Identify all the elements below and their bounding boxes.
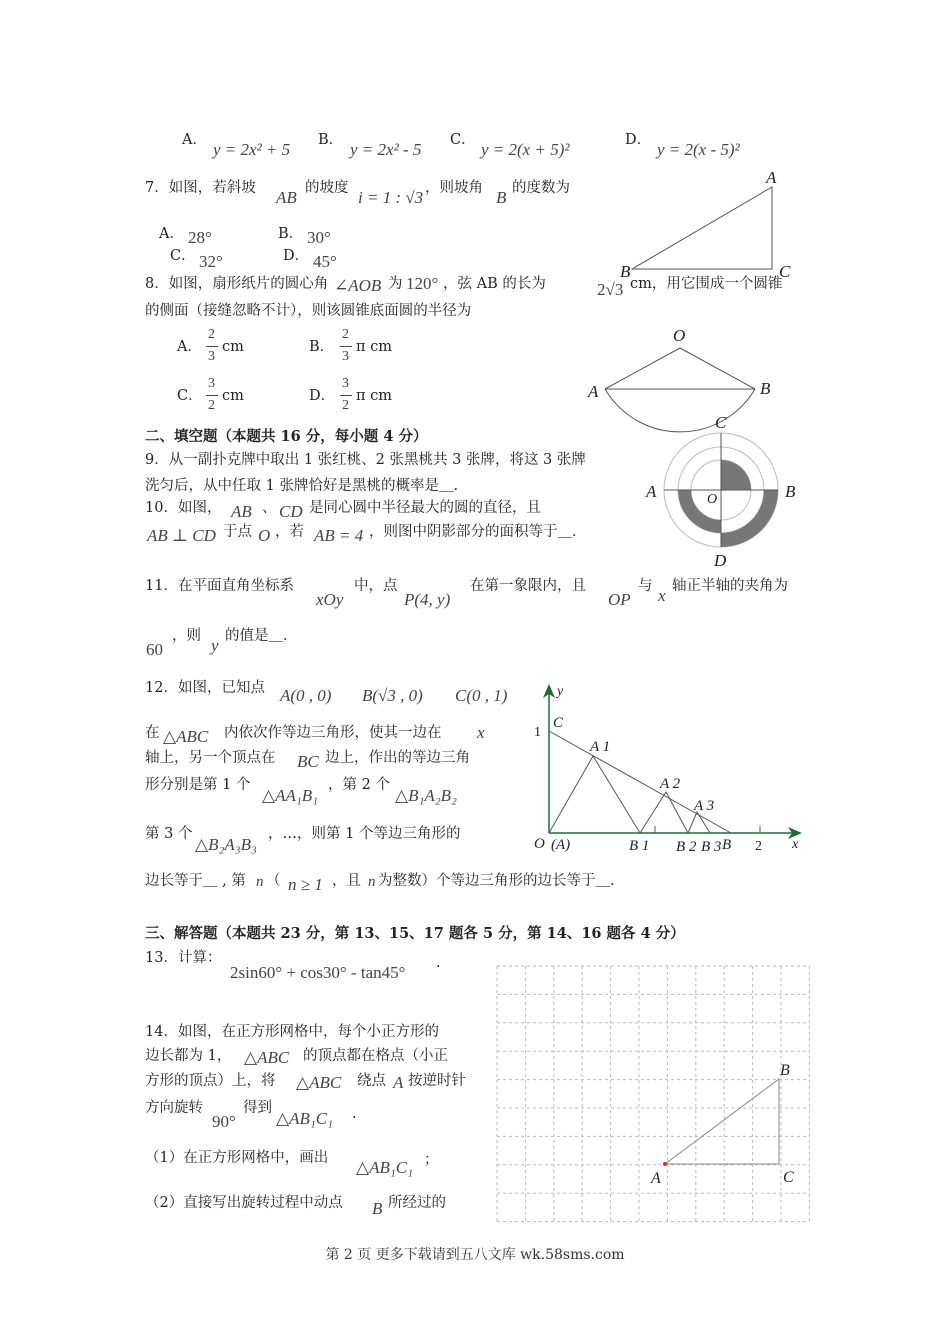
q6-option-b-label: B． (318, 132, 344, 148)
q9-line-1: 9．从一副扑克牌中取出 1 张红桃、2 张黑桃共 3 张牌，将这 3 张牌 (145, 452, 586, 468)
q14-tri-2: △ABC (296, 1073, 342, 1092)
q14-part-1-a: （1）在正方形网格中，画出 (145, 1150, 329, 1166)
q7-text-2: 的坡度 (305, 180, 349, 196)
q7-option-a-label: A． (159, 226, 184, 242)
q10-text-3: 于点 (223, 524, 252, 540)
q12-x: x (477, 723, 485, 742)
q8-option-c-den: 2 (208, 398, 215, 413)
q10-cd: CD (279, 502, 303, 521)
q11-text-1: 11．在平面直角坐标系 (145, 578, 294, 594)
q10-fig-label-a: A (646, 482, 657, 501)
q10-fig-label-o: O (707, 492, 718, 507)
q12-line-6-a: 边长等于＿ , 第 (145, 873, 246, 889)
q10-sep: 、 (262, 500, 277, 516)
q8-option-c-num: 3 (208, 376, 215, 391)
q12-line-3-a: 轴上，另一个顶点在 (145, 750, 276, 766)
q12-fig-label-2: 2 (755, 839, 762, 854)
q14-line-3-b: 绕点 (357, 1073, 386, 1089)
q10-ab: AB (231, 502, 252, 521)
q7-option-c-label: C． (170, 248, 196, 264)
q7-option-d-label: D． (283, 248, 310, 264)
q11-text-4: 与 (638, 578, 653, 594)
q8-line-2: 的侧面（接缝忽略不计），则该圆锥底面圆的半径为 (145, 303, 472, 319)
q7-fig-label-c: C (779, 262, 791, 281)
page-footer: 第 2 页 更多下载请到五八文库 wk.58sms.com (325, 1247, 625, 1263)
q12-line-2-a: 在 (145, 725, 160, 741)
section-2-heading: 二、填空题（本题共 16 分，每小题 4 分） (145, 428, 428, 445)
q12-fig-label-b: B (722, 837, 732, 853)
q8-option-b-label: B． (309, 339, 335, 355)
q13-end: . (436, 955, 441, 971)
q8-option-a-num: 2 (208, 327, 215, 342)
q8-option-d-label: D． (309, 388, 336, 404)
q11-text-7: 的值是＿． (225, 628, 298, 644)
q12-cond: n ≥ 1 (288, 875, 323, 894)
q8-fig-label-o: O (673, 326, 686, 345)
q8-fig-label-a: A (588, 382, 599, 401)
q8-text-4: cm，用它围成一个圆锥 (630, 276, 783, 292)
q10-perp: AB ⊥ CD (147, 526, 216, 545)
q6-option-a-expr: y = 2x² + 5 (213, 140, 291, 159)
q12-tri-2: △B₁A₂B₂ (395, 786, 457, 805)
q12-fig-label-1: 1 (534, 725, 541, 740)
q12-line-3-b: 边上，作出的等边三角 (325, 750, 470, 766)
q12-fig-label-a: (A) (551, 837, 571, 853)
q7-option-a: 28° (188, 228, 212, 247)
q14-tri: △ABC (244, 1048, 290, 1067)
q14-line-4-b: 得到 (243, 1100, 272, 1116)
q12-n: n (256, 874, 264, 890)
q12-fig-label-y: y (557, 684, 564, 699)
q10-fig-label-c: C (715, 413, 727, 432)
q6-option-d-expr: y = 2(x - 5)² (657, 140, 740, 159)
q14-line-2-b: 的顶点都在格点（小正 (303, 1048, 448, 1064)
q14-line-4-c: . (352, 1106, 357, 1122)
q14-line-4-a: 方向旋转 (145, 1100, 203, 1116)
q12-text-1: 12．如图，已知点 (145, 680, 265, 696)
q6-option-d-label: D． (625, 132, 652, 148)
q14-line-1: 14．如图，在正方形网格中，每个小正方形的 (145, 1024, 439, 1040)
q6-option-b-expr: y = 2x² - 5 (350, 140, 422, 159)
q12-fig-label-x: x (792, 837, 799, 852)
q7-slope: i = 1 : √3 (358, 188, 424, 207)
q14-deg: 90° (212, 1112, 236, 1131)
q11-xoy: xOy (316, 590, 344, 609)
q12-line-6-c: ，且 (332, 873, 361, 889)
q12-fig-label-b1: B 1 (629, 838, 650, 854)
q12-fig-label-c: C (553, 715, 564, 731)
q8-len: 2√3 (597, 280, 624, 299)
q10-text-1: 10．如图， (145, 500, 222, 516)
q11-text-2: 中，点 (354, 578, 398, 594)
q10-text-2: 是同心圆中半径最大的圆的直径，且 (309, 500, 541, 516)
q8-deg: 120° (406, 274, 439, 293)
q12-tri-abc: △ABC (163, 727, 209, 746)
q14-part-2-c: 所经过的 (388, 1195, 446, 1211)
q7-option-c: 32° (199, 252, 223, 271)
q11-x: x (658, 586, 666, 605)
q6-option-c-expr: y = 2(x + 5)² (481, 140, 570, 159)
q11-text-3: 在第一象限内，且 (470, 578, 586, 594)
q12-fig-label-b2: B 2 (676, 839, 697, 855)
q8-fig-label-b: B (760, 379, 771, 398)
q12-fig-label-a1: A 1 (590, 739, 611, 755)
q12-line-4-b: ，第 2 个 (328, 777, 390, 793)
q8-option-a-den: 3 (208, 349, 215, 364)
q8-option-c-unit: cm (222, 388, 244, 404)
q12-fig-label-b3: B 3 (701, 839, 722, 855)
q6-option-c-label: C． (450, 132, 476, 148)
q11-p: P(4, y) (404, 590, 451, 609)
q7-text-3: ，则坡角 (425, 180, 483, 196)
q7-option-b-label: B． (278, 226, 304, 242)
q12-point-b: B(√3 , 0) (362, 686, 423, 705)
q8-option-d-num: 3 (342, 376, 349, 391)
q14-line-2-a: 边长都为 1， (145, 1048, 232, 1064)
q14-triangle-abc (665, 1079, 779, 1164)
q14-point-a: A (393, 1073, 404, 1092)
q7-fig-label-a: A (766, 168, 777, 187)
q12-tri-1: △AA₁B₁ (262, 786, 319, 805)
q7-text-1: 7．如图，若斜坡 (145, 180, 256, 196)
section-3-heading: 三、解答题（本题共 23 分，第 13、15、17 题各 5 分，第 14、16 题各 4 分） (145, 925, 685, 942)
q14-part-2-b: B (372, 1199, 383, 1218)
q7-option-b: 30° (307, 228, 331, 247)
q13-expr: 2sin60° + cos30° - tan45° (230, 963, 406, 982)
q12-fig-label-o: O (534, 836, 545, 852)
q12-fig-label-a3: A 3 (694, 798, 715, 814)
q14-fig-label-c: C (783, 1169, 794, 1186)
q12-n2: n (368, 874, 376, 890)
q8-option-a-label: A． (177, 339, 202, 355)
q14-part-1-b: ； (424, 1152, 439, 1168)
q7-b: B (496, 188, 507, 207)
q8-option-d-unit: π cm (356, 388, 393, 404)
q12-line-6-b: （ (266, 873, 281, 889)
q14-part-2-a: （2）直接写出旋转过程中动点 (145, 1195, 343, 1211)
q7-fig-label-b: B (620, 262, 631, 281)
q8-option-c-label: C． (177, 388, 203, 404)
q8-option-b-den: 3 (342, 349, 349, 364)
q10-fig-label-b: B (785, 482, 796, 501)
q10-text-4: ，若 (275, 524, 304, 540)
q14-fig-label-a: A (651, 1170, 661, 1187)
q8-option-b-num: 2 (342, 327, 349, 342)
q12-point-c: C(0 , 1) (455, 686, 508, 705)
q11-text-5: 轴正半轴的夹角为 (672, 578, 788, 594)
q14-tri-3: △AB₁C₁ (276, 1109, 334, 1128)
q6-option-a-label: A． (182, 132, 207, 148)
q10-o: O (258, 526, 271, 545)
q14-line-3-c: 按逆时针 (408, 1073, 466, 1089)
q9-line-2: 洗匀后，从中任取 1 张牌恰好是黑桃的概率是＿. (145, 478, 459, 494)
q8-text-1: 8．如图，扇形纸片的圆心角 (145, 276, 329, 292)
q11-text-6: ，则 (172, 628, 201, 644)
q8-text-2: 为 (388, 276, 403, 292)
q14-line-3-a: 方形的顶点）上，将 (145, 1073, 276, 1089)
q10-fig-label-d: D (714, 551, 727, 570)
q12-line-5-a: 第 3 个 (145, 826, 193, 842)
q8-option-a-unit: cm (222, 339, 244, 355)
q11-y: y (211, 636, 219, 655)
q8-option-d-den: 2 (342, 398, 349, 413)
q10-text-5: ，则图中阴影部分的面积等于＿． (369, 524, 587, 540)
q12-line-5-b: ，…，则第 1 个等边三角形的 (268, 826, 461, 842)
q11-angle: 60 (146, 640, 163, 659)
q12-line-2-b: 内依次作等边三角形，使其一边在 (224, 725, 442, 741)
q10-cond: AB = 4 (314, 526, 364, 545)
q8-text-3: ，弦 AB 的长为 (443, 276, 546, 292)
q14-point-a-marker (663, 1162, 667, 1166)
q14-fig-label-b: B (780, 1062, 790, 1079)
q12-point-a: A(0 , 0) (280, 686, 332, 705)
q7-text-4: 的度数为 (512, 180, 570, 196)
q7-option-d: 45° (313, 252, 337, 271)
q12-line-6-d: 为整数）个等边三角形的边长等于＿. (378, 873, 615, 889)
q12-tri-3: △B₂A₃B₃ (195, 835, 257, 854)
q14-part-1-tri: △AB₁C₁ (356, 1158, 414, 1177)
q11-op: OP (608, 590, 631, 609)
q8-option-b-unit: π cm (356, 339, 393, 355)
q7-ab: AB (276, 188, 297, 207)
q13-text: 13．计算： (145, 950, 222, 966)
q12-fig-label-a2: A 2 (660, 776, 681, 792)
q12-bc: BC (297, 752, 319, 771)
q8-angle: ∠AOB (334, 276, 382, 295)
q12-line-4-a: 形分别是第 1 个 (145, 777, 251, 793)
